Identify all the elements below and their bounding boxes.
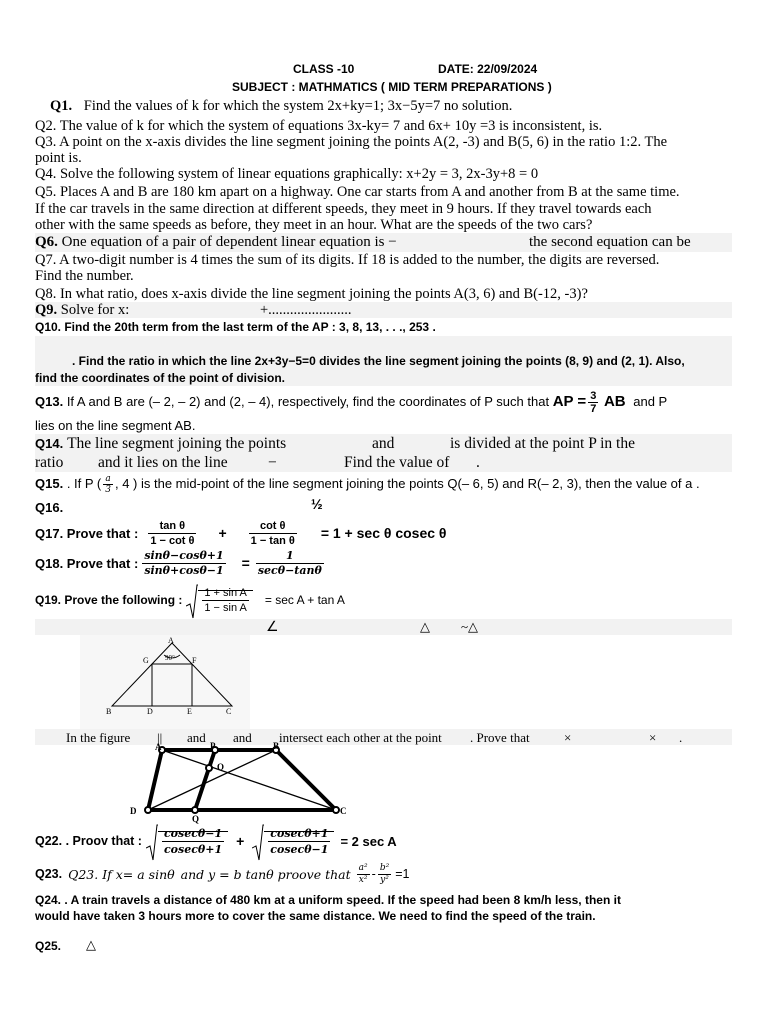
question-20-similar: ~△ bbox=[461, 619, 479, 634]
question-18-fraction-1 bbox=[142, 549, 225, 578]
question-18 bbox=[35, 545, 326, 581]
question-19-fraction bbox=[202, 586, 249, 615]
question-15-part-1: . If P ( bbox=[66, 476, 102, 491]
question-22-label: Q22. . Proov that : bbox=[35, 834, 142, 848]
question-14-p8: . bbox=[476, 454, 480, 471]
question-21-parallel: || bbox=[157, 730, 163, 745]
question-18-label: Q18. Prove that : bbox=[35, 555, 139, 571]
question-13-ab: AB bbox=[603, 393, 626, 410]
question-14-p6: − bbox=[268, 454, 277, 471]
question-23-fraction-2 bbox=[378, 863, 391, 886]
figure-2-label-p: P bbox=[210, 741, 216, 751]
fraction-numerator: 3 bbox=[590, 390, 597, 403]
fraction-denominator: cosecθ−1 bbox=[270, 842, 329, 856]
question-16-number: Q16. bbox=[35, 500, 64, 515]
figure-2-label-a: A bbox=[155, 742, 162, 752]
question-21-p3: and bbox=[187, 730, 206, 745]
question-21-p6: . Prove that bbox=[470, 730, 530, 745]
question-25-number: Q25. bbox=[35, 939, 62, 953]
question-20-band bbox=[35, 619, 732, 635]
figure-1-label-a: A bbox=[168, 636, 174, 645]
question-23-minus: - bbox=[371, 867, 376, 881]
fraction-numerator: sinθ−cosθ+1 bbox=[144, 548, 224, 562]
question-23-middle: and y = b tanθ proove that bbox=[180, 866, 351, 882]
question-18-equals: = bbox=[241, 555, 250, 571]
figure-2-label-q: Q bbox=[192, 814, 200, 824]
question-9-text: Solve for x: bbox=[60, 302, 130, 318]
question-22-rhs: = 2 sec A bbox=[340, 833, 397, 849]
question-22-fraction-1 bbox=[162, 826, 224, 857]
question-13-line-2: lies on the line segment AB. bbox=[35, 418, 196, 433]
question-10: Q10. Find the 20th term from the last term of the AP : 3, 8, 13, . . ., 253 . bbox=[35, 320, 436, 334]
question-16-half: ½ bbox=[311, 496, 323, 512]
question-22-fraction-2 bbox=[268, 826, 330, 857]
figure-1-label-d: D bbox=[147, 707, 153, 716]
fraction-denominator: 1 − sin A bbox=[204, 601, 247, 614]
question-17-plus: + bbox=[218, 525, 227, 541]
question-14-p2: and bbox=[372, 435, 395, 452]
question-13-fraction bbox=[588, 390, 598, 415]
figure-2-label-o: O bbox=[217, 762, 225, 772]
question-21-times-1: × bbox=[564, 730, 572, 745]
figure-1-label-g: G bbox=[143, 656, 149, 665]
question-22 bbox=[35, 820, 397, 862]
question-7-line-2: Find the number. bbox=[35, 268, 134, 284]
date-label: DATE: 22/09/2024 bbox=[438, 62, 538, 76]
fraction-numerator: 1 + sin A bbox=[204, 586, 247, 599]
question-3-line-1: Q3. A point on the x-axis divides the line segment joining the points A(2, -3) and B(5, 6) in the ratio 1:2. The bbox=[35, 134, 668, 150]
question-14-p5: and it lies on the line bbox=[98, 454, 228, 471]
fraction-numerator: 1 bbox=[256, 549, 324, 564]
fraction-denominator: 1 − cot θ bbox=[150, 534, 195, 547]
question-14-p4: ratio bbox=[35, 454, 64, 471]
question-8: Q8. In what ratio, does x-axis divide the line segment joining the points A(3, 6) and B(-12, -3)? bbox=[35, 286, 588, 302]
question-14-p3: is divided at the point P in the bbox=[450, 435, 635, 452]
class-label: CLASS -10 bbox=[293, 62, 355, 76]
fraction-numerator: b² bbox=[379, 862, 390, 873]
fraction-denominator: secθ−tanθ bbox=[257, 563, 322, 577]
question-20-angle: ∠ bbox=[266, 620, 279, 635]
figure-2-trapezium bbox=[120, 740, 360, 830]
question-23-rhs: =1 bbox=[395, 867, 410, 881]
question-9-band bbox=[35, 302, 732, 318]
figure-1-right-angle: 90° bbox=[165, 654, 175, 662]
question-21-p5: intersect each other at the point bbox=[279, 730, 442, 745]
question-6-part-1: One equation of a pair of dependent linear equation is − bbox=[61, 234, 397, 250]
question-17-fraction-2 bbox=[249, 519, 297, 548]
question-23 bbox=[35, 860, 409, 888]
question-1-number: Q1. bbox=[50, 98, 73, 114]
question-17-rhs: = 1 + sec θ cosec θ bbox=[320, 525, 447, 541]
question-5-line-1: Q5. Places A and B are 180 km apart on a highway. One car starts from A and another from B at the same time. bbox=[35, 184, 680, 200]
question-24-line-1: Q24. . A train travels a distance of 480 km at a uniform speed. If the speed had been 8 km/h less, then it bbox=[35, 893, 621, 907]
question-2: Q2. The value of k for which the system of equations 3x-ky= 7 and 6x+ 10y =3 is inconsistent, is. bbox=[35, 118, 603, 134]
fraction-denominator: cosecθ+1 bbox=[163, 842, 223, 856]
fraction-denominator: x² bbox=[358, 874, 368, 885]
fraction-denominator: sinθ+cosθ−1 bbox=[144, 563, 224, 577]
figure-1-label-b: B bbox=[106, 707, 112, 716]
question-13 bbox=[35, 390, 667, 415]
question-15 bbox=[35, 473, 700, 495]
sqrt-icon bbox=[186, 584, 198, 620]
question-3-line-2: point is. bbox=[35, 150, 82, 166]
question-22-sqrt-1 bbox=[146, 826, 228, 857]
sqrt-icon bbox=[252, 824, 264, 862]
question-13-part-1: If A and B are (– 2, – 2) and (2, – 4), respectively, find the coordinates of P such that bbox=[66, 394, 550, 409]
question-14-number: Q14. bbox=[35, 436, 64, 451]
question-6-part-2: the second equation can be bbox=[529, 234, 691, 250]
question-24-line-2: would have taken 3 hours more to cover the same distance. We need to find the speed of the train. bbox=[35, 909, 596, 923]
question-15-number: Q15. bbox=[35, 476, 64, 491]
question-7-line-1: Q7. A two-digit number is 4 times the sum of its digits. If 18 is added to the number, the digits are reversed. bbox=[35, 252, 660, 268]
fraction-denominator: 1 − tan θ bbox=[250, 534, 295, 547]
question-9 bbox=[35, 302, 129, 319]
question-22-sqrt-2 bbox=[252, 826, 334, 857]
question-21-p9: . bbox=[679, 730, 683, 745]
question-19-rhs: = sec A + tan A bbox=[264, 593, 345, 607]
question-21-times-2: × bbox=[649, 730, 657, 745]
question-23-number: Q23. bbox=[35, 867, 63, 881]
question-9-number: Q9. bbox=[35, 302, 58, 318]
figure-2-label-b: B bbox=[273, 741, 280, 751]
question-13-ap: AP = bbox=[552, 393, 587, 410]
fraction-denominator: 3 bbox=[105, 485, 111, 496]
question-23-condition: Q23. If x= a sinθ bbox=[68, 866, 175, 882]
fraction-numerator: cosecθ+1 bbox=[270, 826, 329, 840]
fraction-numerator: tan θ bbox=[148, 519, 196, 534]
fraction-numerator: cosecθ−1 bbox=[163, 826, 223, 840]
question-23-fraction-1 bbox=[357, 863, 370, 886]
question-5-line-3: other with the same speeds as before, they meet in an hour. What are the speeds of the two cars? bbox=[35, 217, 593, 233]
sqrt-icon bbox=[146, 824, 158, 862]
question-5-line-2: If the car travels in the same direction at different speeds, they meet in 9 hours. If they travel towards each bbox=[35, 201, 652, 217]
question-1-text: Find the values of k for which the system 2x+ky=1; 3x−5y=7 no solution. bbox=[83, 98, 513, 114]
figure-2-label-d: D bbox=[130, 806, 137, 816]
fraction-denominator: 7 bbox=[590, 403, 597, 416]
question-4: Q4. Solve the following system of linear equations graphically: x+2y = 3, 2x-3y+8 = 0 bbox=[35, 166, 539, 182]
question-19 bbox=[35, 582, 345, 618]
question-6 bbox=[35, 234, 397, 251]
question-23-label bbox=[35, 867, 62, 881]
question-11-line-1: . Find the ratio in which the line 2x+3y−5=0 divides the line segment joining the points (8, 9) and (2, 1). Also, bbox=[72, 354, 685, 368]
question-25-triangle: △ bbox=[86, 937, 96, 952]
fraction-denominator: y² bbox=[380, 874, 389, 885]
figure-1-label-f: F bbox=[192, 656, 197, 665]
question-15-part-2: , 4 ) is the mid-point of the line segment joining the points Q(– 6, 5) and R(– 2, 3), then the value of a . bbox=[114, 476, 700, 491]
question-14-p1: The line segment joining the points bbox=[67, 435, 287, 452]
question-18-fraction-2 bbox=[256, 549, 324, 578]
question-6-number: Q6. bbox=[35, 234, 58, 250]
question-17-fraction-1 bbox=[148, 519, 196, 548]
question-13-part-2: and P bbox=[633, 394, 668, 409]
question-14-line-1 bbox=[35, 435, 286, 453]
question-19-sqrt bbox=[186, 586, 253, 615]
question-11-line-2: find the coordinates of the point of division. bbox=[35, 371, 285, 385]
question-19-label: Q19. Prove the following : bbox=[35, 593, 183, 607]
question-9-dots: +....................... bbox=[260, 302, 352, 318]
question-1 bbox=[50, 98, 512, 114]
fraction-numerator: a² bbox=[358, 862, 368, 873]
question-15-fraction bbox=[103, 474, 113, 495]
question-22-plus: + bbox=[236, 833, 245, 849]
figure-2-label-c: C bbox=[340, 806, 347, 816]
question-21-p1: In the figure bbox=[66, 730, 131, 745]
question-20-triangle: △ bbox=[420, 619, 430, 634]
question-17-label: Q17. Prove that : bbox=[35, 525, 139, 541]
figure-1-label-c: C bbox=[226, 707, 232, 716]
question-13-number: Q13. bbox=[35, 394, 64, 409]
fraction-numerator: a bbox=[103, 474, 113, 485]
subject-title: SUBJECT : MATHMATICS ( MID TERM PREPARATIONS ) bbox=[232, 80, 552, 94]
question-14-p7: Find the value of bbox=[344, 454, 450, 471]
fraction-numerator: cot θ bbox=[249, 519, 297, 534]
figure-1-label-e: E bbox=[187, 707, 192, 716]
question-21-p4: and bbox=[233, 730, 252, 745]
